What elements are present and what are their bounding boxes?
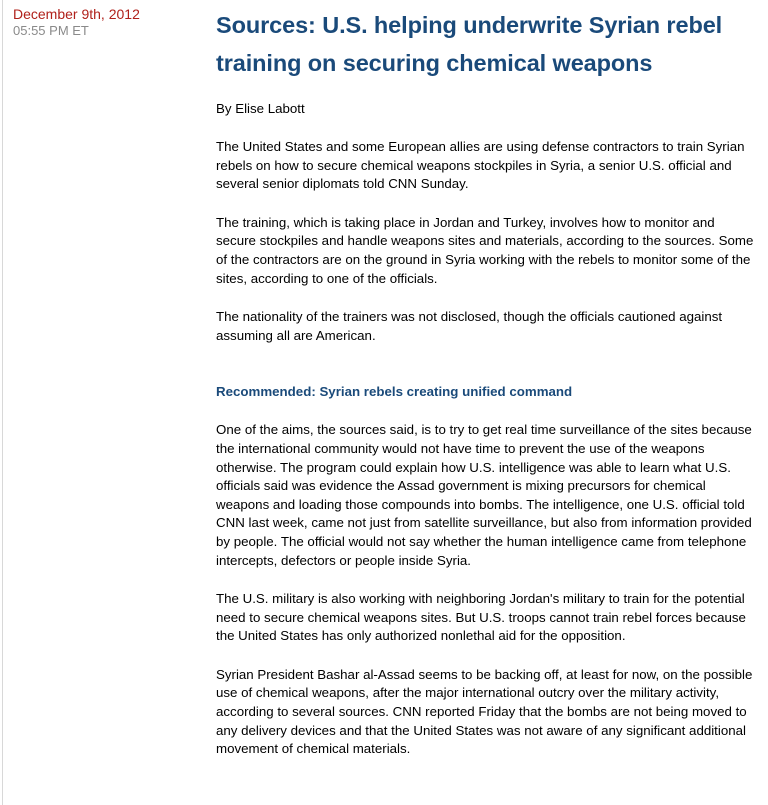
article-headline: Sources: U.S. helping underwrite Syrian rebel training on securing chemical weapons xyxy=(216,12,723,76)
article-paragraph: The U.S. military is also working with neighboring Jordan's military to train for the potential need to secure chemical weapons sites. But U.S. troops cannot train rebel forces because the United States has only authorized nonlethal aid for the opposition. xyxy=(216,591,746,644)
article-paragraph: The nationality of the trainers was not disclosed, though the officials cautioned against assuming all are American. xyxy=(216,309,723,343)
article-paragraph: The training, which is taking place in Jordan and Turkey, involves how to monitor and secure stockpiles and handle weapons sites and materials, according to the sources. Some of the contractors are on the ground in Syria working with the rebels to monitor some of the sites, according to one of the officials. xyxy=(216,214,754,286)
left-border-rule xyxy=(2,0,3,805)
post-time: 05:55 PM ET xyxy=(13,23,89,38)
article-body xyxy=(216,6,756,759)
article-paragraph: Syrian President Bashar al-Assad seems to be backing off, at least for now, on the possible use of chemical weapons, after the major international outcry over the military activity, according to several sources. CNN reported Friday that the bombs are not being moved to any delivery devices and that the United States was not aware of any significant additional movement of chemical materials. xyxy=(216,666,753,757)
recommended-link[interactable]: Recommended: Syrian rebels creating unified command xyxy=(216,384,573,400)
post-date: December 9th, 2012 xyxy=(13,6,140,22)
article-byline: By Elise Labott xyxy=(216,101,305,116)
article-paragraph: The United States and some European allies are using defense contractors to train Syrian rebels on how to secure chemical weapons stockpiles in Syria, a senior U.S. official and several senior diplomats told CNN Sunday. xyxy=(216,139,745,192)
dateline xyxy=(13,6,203,39)
article-paragraph: One of the aims, the sources said, is to try to get real time surveillance of the sites because the international community would not have time to prevent the use of the weapons otherwise. The program could explain how U.S. intelligence was able to learn what U.S. officials said was evidence the Assad government is mixing precursors for chemical weapons and loading those compounds into bombs. The intelligence, one U.S. official told CNN last week, came not just from satellite surveillance, but also from information provided by people. The official would not say whether the human intelligence came from telephone intercepts, defectors or people inside Syria. xyxy=(216,422,752,568)
